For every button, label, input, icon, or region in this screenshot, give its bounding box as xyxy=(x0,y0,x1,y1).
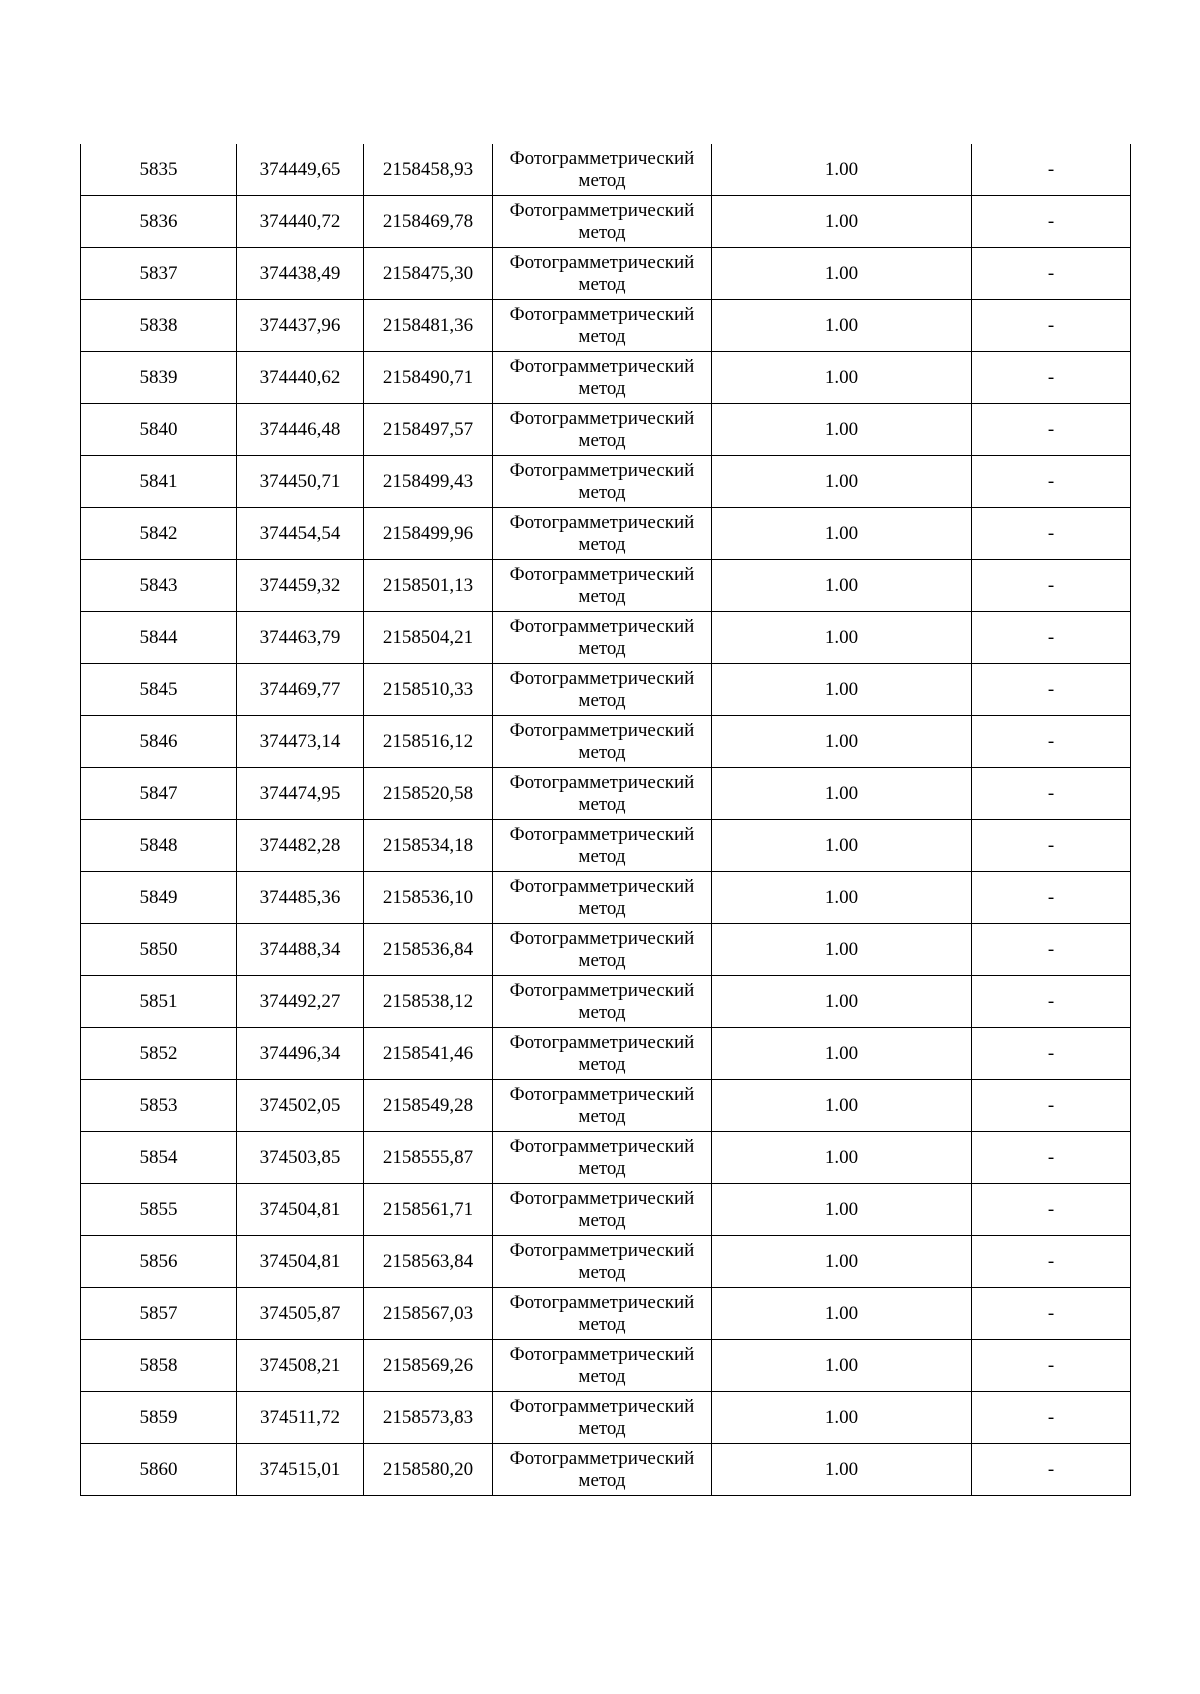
y-coordinate-cell: 2158567,03 xyxy=(364,1288,493,1340)
table-row xyxy=(81,612,1131,664)
note-cell: - xyxy=(972,820,1131,872)
method-cell xyxy=(493,1132,712,1184)
x-coordinate-cell: 374440,62 xyxy=(237,352,364,404)
y-coordinate-cell: 2158555,87 xyxy=(364,1132,493,1184)
table-row xyxy=(81,144,1131,196)
accuracy-cell: 1.00 xyxy=(712,404,972,456)
table-row xyxy=(81,1392,1131,1444)
point-number-cell: 5856 xyxy=(81,1236,237,1288)
table-row xyxy=(81,456,1131,508)
accuracy-cell: 1.00 xyxy=(712,196,972,248)
table-row xyxy=(81,820,1131,872)
accuracy-cell: 1.00 xyxy=(712,1288,972,1340)
table-row xyxy=(81,1080,1131,1132)
x-coordinate-cell: 374446,48 xyxy=(237,404,364,456)
x-coordinate-cell: 374505,87 xyxy=(237,1288,364,1340)
accuracy-cell: 1.00 xyxy=(712,1132,972,1184)
method-cell xyxy=(493,456,712,508)
x-coordinate-cell: 374515,01 xyxy=(237,1444,364,1496)
point-number-cell: 5844 xyxy=(81,612,237,664)
accuracy-cell: 1.00 xyxy=(712,560,972,612)
x-coordinate-cell: 374502,05 xyxy=(237,1080,364,1132)
method-cell xyxy=(493,612,712,664)
accuracy-cell: 1.00 xyxy=(712,144,972,196)
table-row xyxy=(81,768,1131,820)
note-cell: - xyxy=(972,924,1131,976)
method-cell xyxy=(493,508,712,560)
method-line-2: метод xyxy=(578,585,626,607)
note-cell: - xyxy=(972,768,1131,820)
note-cell: - xyxy=(972,1392,1131,1444)
x-coordinate-cell: 374459,32 xyxy=(237,560,364,612)
method-cell xyxy=(493,1444,712,1496)
accuracy-cell: 1.00 xyxy=(712,456,972,508)
x-coordinate-cell: 374488,34 xyxy=(237,924,364,976)
method-line-2: метод xyxy=(578,169,626,191)
note-cell: - xyxy=(972,560,1131,612)
x-coordinate-cell: 374437,96 xyxy=(237,300,364,352)
accuracy-cell: 1.00 xyxy=(712,716,972,768)
y-coordinate-cell: 2158499,96 xyxy=(364,508,493,560)
note-cell: - xyxy=(972,300,1131,352)
x-coordinate-cell: 374511,72 xyxy=(237,1392,364,1444)
accuracy-cell: 1.00 xyxy=(712,768,972,820)
y-coordinate-cell: 2158573,83 xyxy=(364,1392,493,1444)
method-line-2: метод xyxy=(578,1157,626,1179)
table-row xyxy=(81,560,1131,612)
y-coordinate-cell: 2158569,26 xyxy=(364,1340,493,1392)
point-number-cell: 5857 xyxy=(81,1288,237,1340)
method-line-1: Фотограмметрический xyxy=(509,563,695,585)
method-cell xyxy=(493,560,712,612)
y-coordinate-cell: 2158520,58 xyxy=(364,768,493,820)
table-row xyxy=(81,1236,1131,1288)
note-cell: - xyxy=(972,1288,1131,1340)
method-line-2: метод xyxy=(578,637,626,659)
note-cell: - xyxy=(972,352,1131,404)
method-line-1: Фотограмметрический xyxy=(509,1083,695,1105)
y-coordinate-cell: 2158458,93 xyxy=(364,144,493,196)
note-cell: - xyxy=(972,196,1131,248)
method-line-2: метод xyxy=(578,1001,626,1023)
y-coordinate-cell: 2158469,78 xyxy=(364,196,493,248)
point-number-cell: 5835 xyxy=(81,144,237,196)
table-row xyxy=(81,1132,1131,1184)
method-line-2: метод xyxy=(578,533,626,555)
method-cell xyxy=(493,1080,712,1132)
method-line-2: метод xyxy=(578,793,626,815)
note-cell: - xyxy=(972,456,1131,508)
table-row xyxy=(81,872,1131,924)
method-line-2: метод xyxy=(578,377,626,399)
method-cell xyxy=(493,716,712,768)
point-number-cell: 5845 xyxy=(81,664,237,716)
point-number-cell: 5842 xyxy=(81,508,237,560)
point-number-cell: 5851 xyxy=(81,976,237,1028)
x-coordinate-cell: 374463,79 xyxy=(237,612,364,664)
point-number-cell: 5846 xyxy=(81,716,237,768)
y-coordinate-cell: 2158549,28 xyxy=(364,1080,493,1132)
y-coordinate-cell: 2158490,71 xyxy=(364,352,493,404)
method-line-1: Фотограмметрический xyxy=(509,459,695,481)
method-line-2: метод xyxy=(578,741,626,763)
point-number-cell: 5855 xyxy=(81,1184,237,1236)
table-row xyxy=(81,976,1131,1028)
method-line-1: Фотограмметрический xyxy=(509,615,695,637)
accuracy-cell: 1.00 xyxy=(712,924,972,976)
point-number-cell: 5839 xyxy=(81,352,237,404)
point-number-cell: 5836 xyxy=(81,196,237,248)
method-line-1: Фотограмметрический xyxy=(509,511,695,533)
note-cell: - xyxy=(972,1028,1131,1080)
method-line-2: метод xyxy=(578,325,626,347)
note-cell: - xyxy=(972,664,1131,716)
accuracy-cell: 1.00 xyxy=(712,612,972,664)
table-row xyxy=(81,352,1131,404)
accuracy-cell: 1.00 xyxy=(712,1444,972,1496)
accuracy-cell: 1.00 xyxy=(712,508,972,560)
point-number-cell: 5850 xyxy=(81,924,237,976)
method-line-1: Фотограмметрический xyxy=(509,1187,695,1209)
accuracy-cell: 1.00 xyxy=(712,872,972,924)
note-cell: - xyxy=(972,716,1131,768)
y-coordinate-cell: 2158475,30 xyxy=(364,248,493,300)
point-number-cell: 5843 xyxy=(81,560,237,612)
y-coordinate-cell: 2158561,71 xyxy=(364,1184,493,1236)
note-cell: - xyxy=(972,508,1131,560)
method-cell xyxy=(493,248,712,300)
coordinates-table-body xyxy=(81,144,1131,1496)
y-coordinate-cell: 2158510,33 xyxy=(364,664,493,716)
method-line-1: Фотограмметрический xyxy=(509,719,695,741)
x-coordinate-cell: 374474,95 xyxy=(237,768,364,820)
y-coordinate-cell: 2158481,36 xyxy=(364,300,493,352)
method-line-1: Фотограмметрический xyxy=(509,823,695,845)
method-line-1: Фотограмметрический xyxy=(509,1239,695,1261)
method-line-2: метод xyxy=(578,221,626,243)
method-line-2: метод xyxy=(578,1105,626,1127)
accuracy-cell: 1.00 xyxy=(712,1340,972,1392)
method-line-1: Фотограмметрический xyxy=(509,1135,695,1157)
note-cell: - xyxy=(972,144,1131,196)
method-cell xyxy=(493,404,712,456)
y-coordinate-cell: 2158536,84 xyxy=(364,924,493,976)
method-cell xyxy=(493,872,712,924)
method-line-1: Фотограмметрический xyxy=(509,1343,695,1365)
x-coordinate-cell: 374508,21 xyxy=(237,1340,364,1392)
method-cell xyxy=(493,768,712,820)
point-number-cell: 5848 xyxy=(81,820,237,872)
method-cell xyxy=(493,144,712,196)
note-cell: - xyxy=(972,1184,1131,1236)
point-number-cell: 5853 xyxy=(81,1080,237,1132)
method-line-2: метод xyxy=(578,845,626,867)
y-coordinate-cell: 2158516,12 xyxy=(364,716,493,768)
note-cell: - xyxy=(972,1236,1131,1288)
method-line-1: Фотограмметрический xyxy=(509,147,695,169)
y-coordinate-cell: 2158501,13 xyxy=(364,560,493,612)
method-cell xyxy=(493,924,712,976)
point-number-cell: 5860 xyxy=(81,1444,237,1496)
x-coordinate-cell: 374438,49 xyxy=(237,248,364,300)
point-number-cell: 5849 xyxy=(81,872,237,924)
method-line-1: Фотограмметрический xyxy=(509,979,695,1001)
point-number-cell: 5840 xyxy=(81,404,237,456)
table-row xyxy=(81,1184,1131,1236)
note-cell: - xyxy=(972,1444,1131,1496)
y-coordinate-cell: 2158497,57 xyxy=(364,404,493,456)
method-cell xyxy=(493,300,712,352)
method-line-2: метод xyxy=(578,1313,626,1335)
method-cell xyxy=(493,1392,712,1444)
method-line-1: Фотограмметрический xyxy=(509,355,695,377)
x-coordinate-cell: 374504,81 xyxy=(237,1184,364,1236)
method-line-2: метод xyxy=(578,1209,626,1231)
accuracy-cell: 1.00 xyxy=(712,976,972,1028)
method-cell xyxy=(493,976,712,1028)
table-row xyxy=(81,404,1131,456)
method-cell xyxy=(493,664,712,716)
accuracy-cell: 1.00 xyxy=(712,664,972,716)
method-cell xyxy=(493,820,712,872)
table-row xyxy=(81,1340,1131,1392)
table-row xyxy=(81,924,1131,976)
method-line-1: Фотограмметрический xyxy=(509,667,695,689)
accuracy-cell: 1.00 xyxy=(712,1236,972,1288)
x-coordinate-cell: 374449,65 xyxy=(237,144,364,196)
method-cell xyxy=(493,1028,712,1080)
method-line-2: метод xyxy=(578,1365,626,1387)
coordinates-table xyxy=(80,144,1131,1496)
y-coordinate-cell: 2158541,46 xyxy=(364,1028,493,1080)
y-coordinate-cell: 2158538,12 xyxy=(364,976,493,1028)
note-cell: - xyxy=(972,612,1131,664)
note-cell: - xyxy=(972,1340,1131,1392)
method-line-2: метод xyxy=(578,1053,626,1075)
table-row xyxy=(81,248,1131,300)
y-coordinate-cell: 2158536,10 xyxy=(364,872,493,924)
method-line-2: метод xyxy=(578,949,626,971)
method-line-1: Фотограмметрический xyxy=(509,407,695,429)
point-number-cell: 5841 xyxy=(81,456,237,508)
method-line-2: метод xyxy=(578,1469,626,1491)
method-line-1: Фотограмметрический xyxy=(509,1291,695,1313)
method-line-1: Фотограмметрический xyxy=(509,1031,695,1053)
accuracy-cell: 1.00 xyxy=(712,352,972,404)
point-number-cell: 5838 xyxy=(81,300,237,352)
note-cell: - xyxy=(972,872,1131,924)
y-coordinate-cell: 2158534,18 xyxy=(364,820,493,872)
method-line-1: Фотограмметрический xyxy=(509,771,695,793)
method-cell xyxy=(493,1288,712,1340)
note-cell: - xyxy=(972,404,1131,456)
point-number-cell: 5837 xyxy=(81,248,237,300)
x-coordinate-cell: 374492,27 xyxy=(237,976,364,1028)
method-line-1: Фотограмметрический xyxy=(509,1395,695,1417)
point-number-cell: 5858 xyxy=(81,1340,237,1392)
accuracy-cell: 1.00 xyxy=(712,1080,972,1132)
accuracy-cell: 1.00 xyxy=(712,300,972,352)
method-line-1: Фотограмметрический xyxy=(509,927,695,949)
x-coordinate-cell: 374485,36 xyxy=(237,872,364,924)
table-row xyxy=(81,508,1131,560)
accuracy-cell: 1.00 xyxy=(712,1028,972,1080)
y-coordinate-cell: 2158499,43 xyxy=(364,456,493,508)
table-row xyxy=(81,716,1131,768)
method-cell xyxy=(493,1236,712,1288)
accuracy-cell: 1.00 xyxy=(712,1184,972,1236)
x-coordinate-cell: 374440,72 xyxy=(237,196,364,248)
point-number-cell: 5852 xyxy=(81,1028,237,1080)
table-row xyxy=(81,664,1131,716)
note-cell: - xyxy=(972,976,1131,1028)
accuracy-cell: 1.00 xyxy=(712,1392,972,1444)
x-coordinate-cell: 374473,14 xyxy=(237,716,364,768)
x-coordinate-cell: 374503,85 xyxy=(237,1132,364,1184)
point-number-cell: 5859 xyxy=(81,1392,237,1444)
method-line-2: метод xyxy=(578,1261,626,1283)
table-row xyxy=(81,196,1131,248)
method-cell xyxy=(493,1340,712,1392)
accuracy-cell: 1.00 xyxy=(712,248,972,300)
x-coordinate-cell: 374469,77 xyxy=(237,664,364,716)
method-line-2: метод xyxy=(578,1417,626,1439)
accuracy-cell: 1.00 xyxy=(712,820,972,872)
point-number-cell: 5847 xyxy=(81,768,237,820)
method-line-1: Фотограмметрический xyxy=(509,303,695,325)
method-line-1: Фотограмметрический xyxy=(509,199,695,221)
y-coordinate-cell: 2158563,84 xyxy=(364,1236,493,1288)
note-cell: - xyxy=(972,1080,1131,1132)
method-line-2: метод xyxy=(578,689,626,711)
x-coordinate-cell: 374482,28 xyxy=(237,820,364,872)
note-cell: - xyxy=(972,1132,1131,1184)
x-coordinate-cell: 374450,71 xyxy=(237,456,364,508)
method-line-1: Фотограмметрический xyxy=(509,1447,695,1469)
method-cell xyxy=(493,196,712,248)
method-cell xyxy=(493,352,712,404)
method-line-2: метод xyxy=(578,897,626,919)
note-cell: - xyxy=(972,248,1131,300)
method-line-1: Фотограмметрический xyxy=(509,251,695,273)
table-row xyxy=(81,1288,1131,1340)
x-coordinate-cell: 374454,54 xyxy=(237,508,364,560)
y-coordinate-cell: 2158504,21 xyxy=(364,612,493,664)
table-row xyxy=(81,300,1131,352)
method-line-2: метод xyxy=(578,273,626,295)
x-coordinate-cell: 374496,34 xyxy=(237,1028,364,1080)
table-row xyxy=(81,1028,1131,1080)
y-coordinate-cell: 2158580,20 xyxy=(364,1444,493,1496)
x-coordinate-cell: 374504,81 xyxy=(237,1236,364,1288)
method-line-2: метод xyxy=(578,429,626,451)
method-line-1: Фотограмметрический xyxy=(509,875,695,897)
method-cell xyxy=(493,1184,712,1236)
table-row xyxy=(81,1444,1131,1496)
method-line-2: метод xyxy=(578,481,626,503)
point-number-cell: 5854 xyxy=(81,1132,237,1184)
